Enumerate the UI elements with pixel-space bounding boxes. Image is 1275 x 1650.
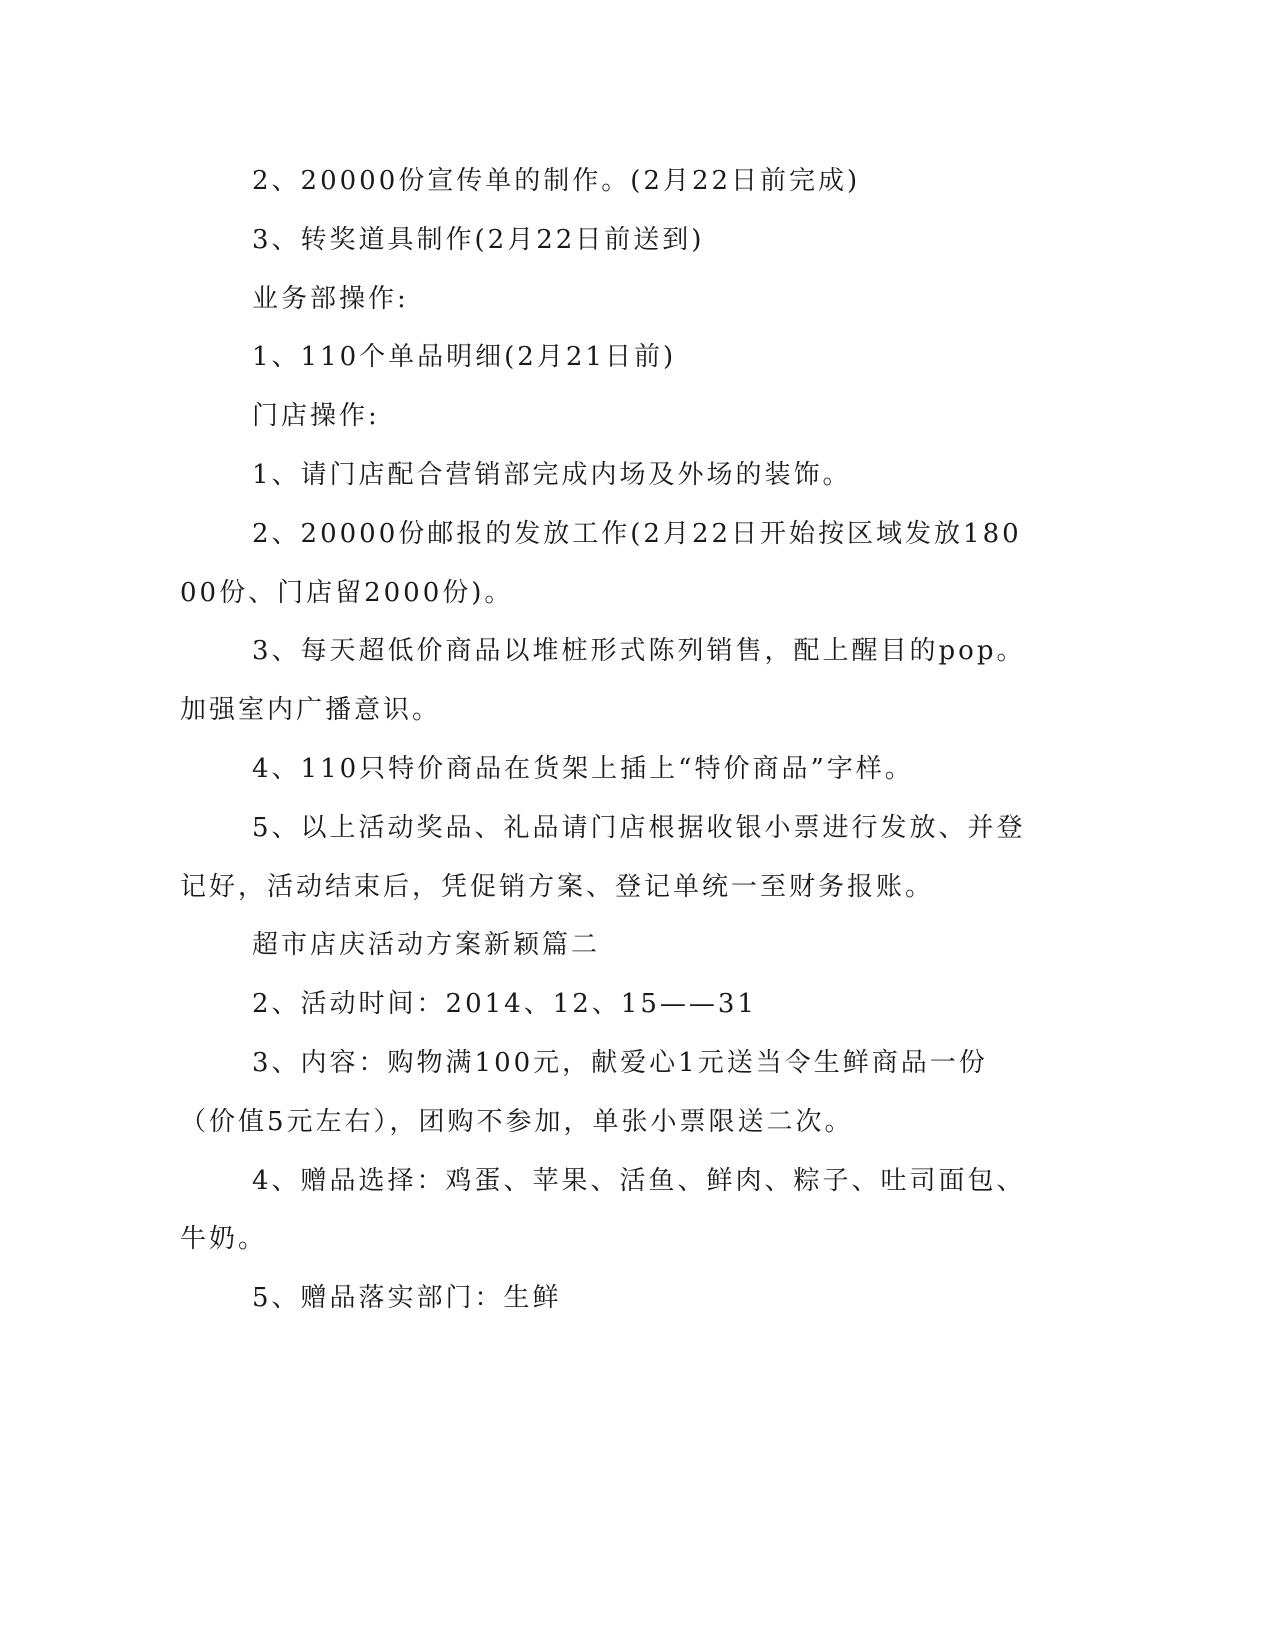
paragraph-prize-props: 3、转奖道具制作(2月22日前送到) [252,224,705,255]
paragraph-flyer-production: 2、20000份宣传单的制作。(2月22日前完成) [252,166,861,196]
paragraph-mailer-distribution: 2、20000份邮报的发放工作(2月22日开始按区域发放18000份、门店留2000份)。 [180,518,1022,608]
paragraph-store-decoration: 1、请门店配合营销部完成内场及外场的装饰。 [252,459,852,490]
paragraph-event-time: 2、活动时间：2014、12、15——31 [252,989,757,1020]
paragraph-gift-selection: 4、赠品选择：鸡蛋、苹果、活鱼、鲜肉、粽子、吐司面包、牛奶。 [180,1165,1026,1255]
heading-store-ops: 门店操作: [252,401,380,432]
paragraph-gift-department: 5、赠品落实部门：生鲜 [252,1283,562,1314]
heading-business-dept: 业务部操作: [252,283,409,314]
paragraph-event-content: 3、内容：购物满100元，献爱心1元送当令生鲜商品一份（价值5元左右），团购不参加，单张小票限送二次。 [180,1047,988,1137]
section-heading-part-two: 超市店庆活动方案新颖篇二 [252,930,601,961]
paragraph-low-price-display: 3、每天超低价商品以堆桩形式陈列销售，配上醒目的pop。加强室内广播意识。 [180,636,1026,726]
paragraph-item-details: 1、110个单品明细(2月21日前) [252,342,677,373]
document-body [180,152,1035,1328]
paragraph-special-price-tags: 4、110只特价商品在货架上插上“特价商品”字样。 [252,753,914,784]
paragraph-prize-distribution: 5、以上活动奖品、礼品请门店根据收银小票进行发放、并登记好，活动结束后，凭促销方案、登记单统一至财务报账。 [180,812,1026,902]
